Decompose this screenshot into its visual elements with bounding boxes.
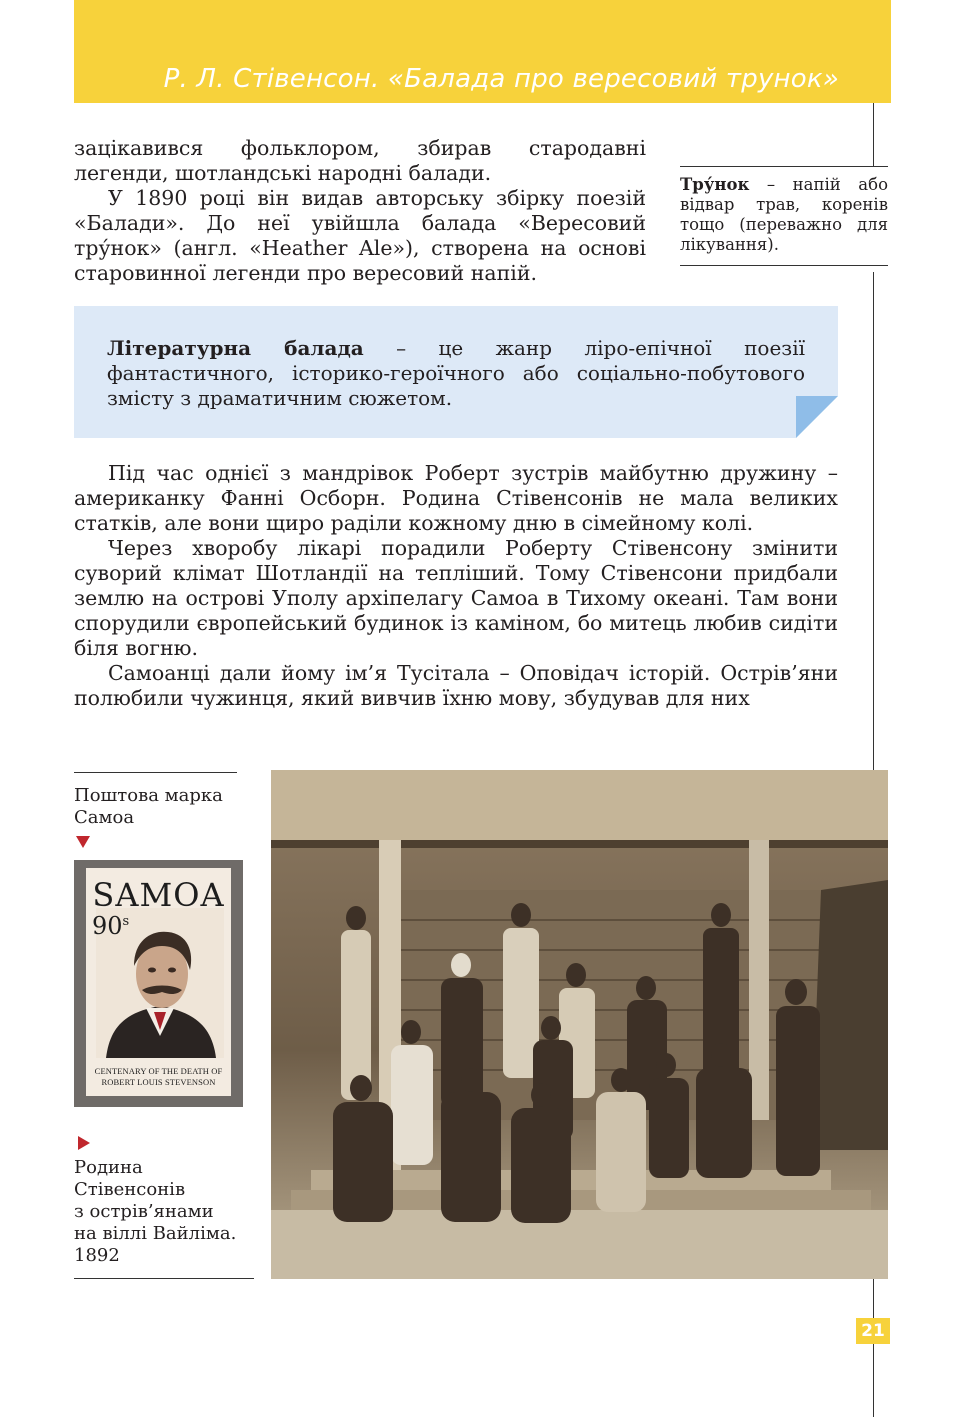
right-triangle-icon [78,1136,90,1150]
header-band [74,0,891,103]
stamp-caption-line2: Самоа [74,807,135,828]
definition-term: Літературна балада [107,336,364,360]
stamp-inscription-line1: CENTENARY OF THE DEATH OF [94,1066,223,1076]
definition-body: – це жанр ліро-епічної поезії фантастичного, історико-героїчного або соціально-побутового змісту з драматичним сюжетом. [107,336,805,410]
intro-text [74,136,646,286]
stamp-value-suffix: s [122,914,130,929]
main-paragraph-1: Під час однієї з мандрівок Роберт зустрів майбутню дружину – американку Фанні Осборн. Родина Стівенсонів не мала великих статків, але вони щиро раділи кожному дню в сімейному колі. [74,461,838,535]
intro-paragraph-1: зацікавився фольклором, збирав стародавні легенди, шотландські народні балади. [74,136,646,185]
photo-caption-line1: Родина [74,1157,143,1178]
photo-caption-line5: 1892 [74,1245,120,1266]
photo-caption [74,1157,259,1267]
stamp-caption-line1: Поштова марка [74,785,223,806]
caption-rule-top [74,772,237,773]
page-header-title: Р. Л. Стівенсон. «Балада про вересовий трунок» [163,64,839,94]
main-paragraph-2: Через хворобу лікарі порадили Роберту Стівенсону змінити суворий клімат Шотландії на тепліший. Тому Стівенсони придбали землю на острові Уполу архіпелагу Самоа в Тихому океані. Там вони спорудили європейський будинок із каміном, бо митець любив сидіти біля вогню. [74,536,838,660]
page-number: 21 [856,1318,890,1344]
stamp-inscription-line2: ROBERT LOUIS STEVENSON [101,1077,216,1087]
definition-box [74,306,838,438]
stamp-value [92,912,129,940]
sidenote-text: – напій або відвар трав, коренів тощо (переважно для лікування). [680,175,888,254]
margin-line-bottom [873,1279,874,1417]
photo-caption-line2: Стівенсонів [74,1179,186,1200]
photo-caption-line4: на віллі Вайліма. [74,1223,237,1244]
stamp-value-number: 90 [92,912,123,940]
main-paragraph-3: Самоанці дали йому ім’я Тусітала – Оповідач історій. Острів’яни полюбили чужинця, який вивчив їхню мову, збудував для них [74,661,838,710]
samoa-stamp [74,860,243,1107]
stamp-caption [74,785,244,829]
caption-rule-bottom [74,1278,254,1279]
family-photo [271,770,888,1279]
intro-paragraph-2: У 1890 році він видав авторську збірку поезій «Балади». До неї увійшла балада «Вересовий тру́нок» (англ. «Heather Ale»), створена на основі старовинної легенди про вересовий напій. [74,186,646,285]
down-triangle-icon [76,836,90,848]
stamp-country: SAMOA [92,876,225,914]
stamp-inscription [88,1066,229,1088]
sidenote-term: Тру́нок [680,175,750,194]
sidenote-definition [680,166,888,266]
main-text [74,461,838,711]
stamp-face [86,868,231,1096]
margin-line-top [873,103,874,166]
page-fold-icon [796,396,838,438]
definition-text [107,336,805,411]
photo-caption-line3: з острів’янами [74,1201,214,1222]
margin-line-main [873,272,874,770]
